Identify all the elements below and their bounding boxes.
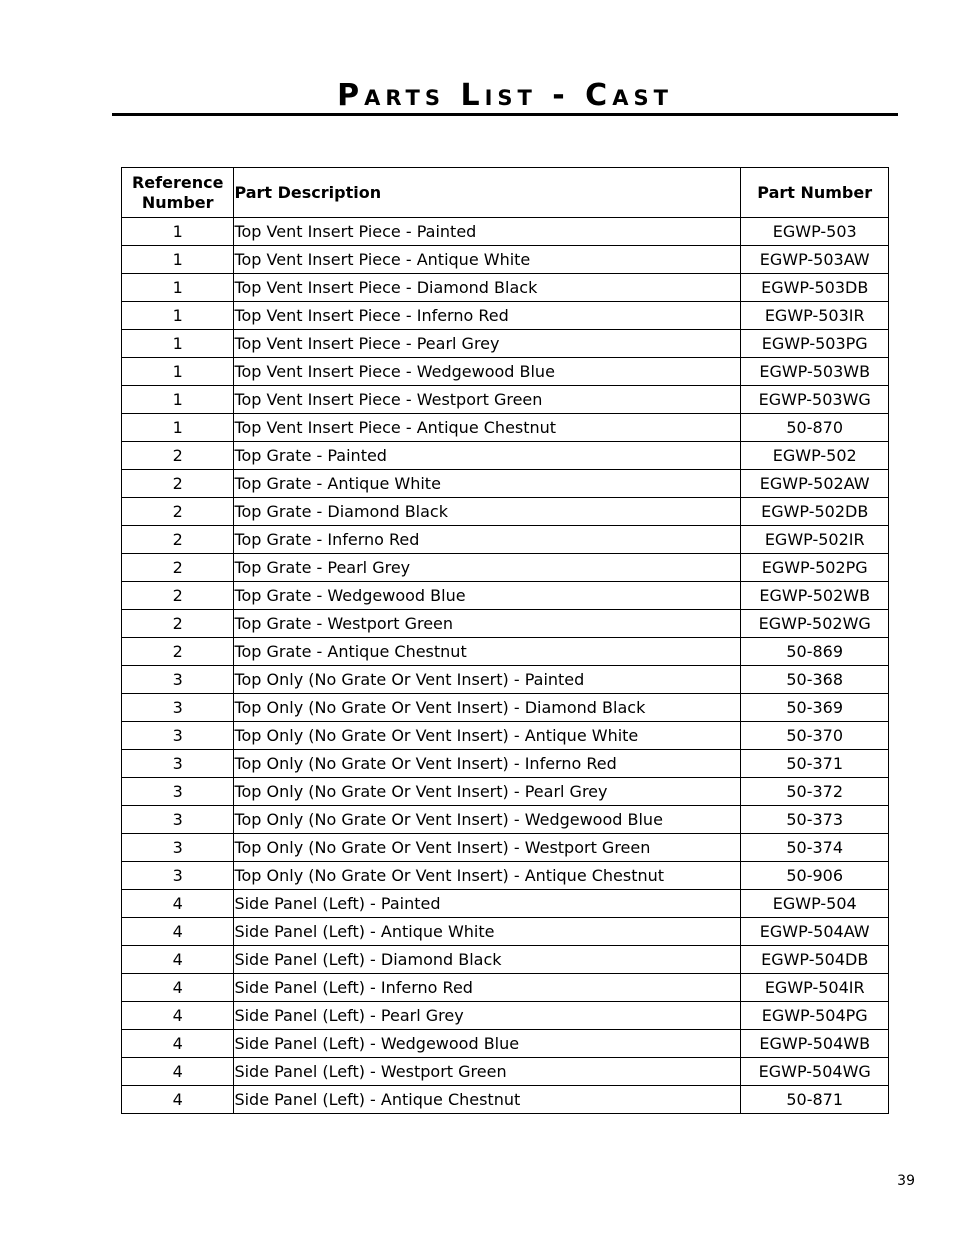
part-description-cell: Top Vent Insert Piece - Painted — [234, 218, 741, 246]
part-description-cell: Top Grate - Pearl Grey — [234, 554, 741, 582]
part-number-cell: EGWP-504DB — [741, 946, 889, 974]
part-description-cell: Top Grate - Inferno Red — [234, 526, 741, 554]
table-row — [122, 722, 889, 750]
table-row — [122, 890, 889, 918]
reference-number-cell: 2 — [122, 442, 234, 470]
part-number-cell: EGWP-504PG — [741, 1002, 889, 1030]
reference-number-cell: 2 — [122, 638, 234, 666]
table-row — [122, 330, 889, 358]
part-number-cell: 50-370 — [741, 722, 889, 750]
part-number-cell: EGWP-502 — [741, 442, 889, 470]
reference-number-cell: 1 — [122, 330, 234, 358]
parts-table — [121, 167, 889, 1114]
header-reference-number — [122, 168, 234, 218]
reference-number-cell: 2 — [122, 554, 234, 582]
reference-number-cell: 4 — [122, 890, 234, 918]
table-row — [122, 862, 889, 890]
part-description-cell: Top Vent Insert Piece - Diamond Black — [234, 274, 741, 302]
part-description-cell: Top Only (No Grate Or Vent Insert) - Inferno Red — [234, 750, 741, 778]
table-row — [122, 750, 889, 778]
part-description-cell: Top Vent Insert Piece - Pearl Grey — [234, 330, 741, 358]
reference-number-cell: 4 — [122, 1058, 234, 1086]
part-description-cell: Side Panel (Left) - Pearl Grey — [234, 1002, 741, 1030]
reference-number-cell: 3 — [122, 722, 234, 750]
reference-number-cell: 3 — [122, 666, 234, 694]
table-row — [122, 806, 889, 834]
table-row — [122, 442, 889, 470]
table-row — [122, 218, 889, 246]
part-number-cell: EGWP-503WB — [741, 358, 889, 386]
part-description-cell: Top Only (No Grate Or Vent Insert) - Diamond Black — [234, 694, 741, 722]
part-number-cell: EGWP-502WB — [741, 582, 889, 610]
part-number-cell: 50-372 — [741, 778, 889, 806]
table-row — [122, 246, 889, 274]
table-row — [122, 974, 889, 1002]
part-number-cell: EGWP-502DB — [741, 498, 889, 526]
part-description-cell: Side Panel (Left) - Painted — [234, 890, 741, 918]
part-number-cell: 50-369 — [741, 694, 889, 722]
part-number-cell: 50-869 — [741, 638, 889, 666]
header-part-description: Part Description — [234, 168, 741, 218]
table-row — [122, 358, 889, 386]
page-title: Parts List - Cast — [337, 78, 673, 113]
part-number-cell: EGWP-502IR — [741, 526, 889, 554]
table-row — [122, 778, 889, 806]
reference-number-cell: 3 — [122, 862, 234, 890]
reference-number-cell: 3 — [122, 778, 234, 806]
table-row — [122, 582, 889, 610]
table-row — [122, 1030, 889, 1058]
reference-number-cell: 1 — [122, 386, 234, 414]
part-number-cell: EGWP-504WB — [741, 1030, 889, 1058]
part-number-cell: EGWP-502AW — [741, 470, 889, 498]
part-description-cell: Top Grate - Westport Green — [234, 610, 741, 638]
reference-number-cell: 1 — [122, 274, 234, 302]
table-row — [122, 302, 889, 330]
table-row — [122, 918, 889, 946]
table-row — [122, 386, 889, 414]
reference-number-cell: 4 — [122, 1030, 234, 1058]
part-number-cell: EGWP-503IR — [741, 302, 889, 330]
part-description-cell: Side Panel (Left) - Westport Green — [234, 1058, 741, 1086]
header-part-number: Part Number — [741, 168, 889, 218]
table-row — [122, 1002, 889, 1030]
table-row — [122, 666, 889, 694]
part-description-cell: Top Vent Insert Piece - Inferno Red — [234, 302, 741, 330]
part-number-cell: 50-368 — [741, 666, 889, 694]
table-row — [122, 470, 889, 498]
part-number-cell: EGWP-502PG — [741, 554, 889, 582]
page-number: 39 — [897, 1173, 915, 1189]
part-number-cell: EGWP-504 — [741, 890, 889, 918]
part-number-cell: EGWP-502WG — [741, 610, 889, 638]
table-row — [122, 946, 889, 974]
part-number-cell: EGWP-503WG — [741, 386, 889, 414]
part-number-cell: 50-371 — [741, 750, 889, 778]
table-row — [122, 554, 889, 582]
reference-number-cell: 4 — [122, 1002, 234, 1030]
part-number-cell: 50-871 — [741, 1086, 889, 1114]
table-row — [122, 414, 889, 442]
table-row — [122, 498, 889, 526]
reference-number-cell: 4 — [122, 946, 234, 974]
table-row — [122, 526, 889, 554]
part-number-cell: EGWP-504IR — [741, 974, 889, 1002]
part-description-cell: Top Vent Insert Piece - Westport Green — [234, 386, 741, 414]
part-description-cell: Top Only (No Grate Or Vent Insert) - Antique Chestnut — [234, 862, 741, 890]
part-description-cell: Top Grate - Diamond Black — [234, 498, 741, 526]
parts-table-body — [122, 218, 889, 1114]
reference-number-cell: 2 — [122, 610, 234, 638]
reference-number-cell: 2 — [122, 582, 234, 610]
part-number-cell: EGWP-504AW — [741, 918, 889, 946]
part-number-cell: EGWP-503 — [741, 218, 889, 246]
reference-number-cell: 1 — [122, 414, 234, 442]
table-row — [122, 834, 889, 862]
part-description-cell: Top Grate - Wedgewood Blue — [234, 582, 741, 610]
reference-number-cell: 3 — [122, 694, 234, 722]
reference-number-cell: 4 — [122, 1086, 234, 1114]
table-row — [122, 638, 889, 666]
reference-number-cell: 3 — [122, 806, 234, 834]
part-description-cell: Top Grate - Painted — [234, 442, 741, 470]
part-description-cell: Top Vent Insert Piece - Wedgewood Blue — [234, 358, 741, 386]
title-rule — [112, 113, 898, 116]
reference-number-cell: 1 — [122, 358, 234, 386]
part-description-cell: Top Only (No Grate Or Vent Insert) - Westport Green — [234, 834, 741, 862]
table-row — [122, 694, 889, 722]
part-number-cell: EGWP-503DB — [741, 274, 889, 302]
part-number-cell: 50-870 — [741, 414, 889, 442]
reference-number-cell: 1 — [122, 302, 234, 330]
part-number-cell: 50-906 — [741, 862, 889, 890]
part-number-cell: EGWP-504WG — [741, 1058, 889, 1086]
table-row — [122, 1058, 889, 1086]
table-row — [122, 1086, 889, 1114]
part-description-cell: Top Vent Insert Piece - Antique Chestnut — [234, 414, 741, 442]
part-description-cell: Side Panel (Left) - Inferno Red — [234, 974, 741, 1002]
part-number-cell: EGWP-503PG — [741, 330, 889, 358]
reference-number-cell: 4 — [122, 918, 234, 946]
table-header-row — [122, 168, 889, 218]
header-reference-line1: Reference — [131, 172, 224, 192]
reference-number-cell: 2 — [122, 498, 234, 526]
part-description-cell: Top Only (No Grate Or Vent Insert) - Painted — [234, 666, 741, 694]
reference-number-cell: 2 — [122, 470, 234, 498]
reference-number-cell: 3 — [122, 750, 234, 778]
table-row — [122, 610, 889, 638]
part-description-cell: Top Only (No Grate Or Vent Insert) - Wedgewood Blue — [234, 806, 741, 834]
part-number-cell: EGWP-503AW — [741, 246, 889, 274]
part-description-cell: Top Grate - Antique White — [234, 470, 741, 498]
part-description-cell: Side Panel (Left) - Diamond Black — [234, 946, 741, 974]
header-reference-line2: Number — [141, 192, 214, 212]
part-description-cell: Top Grate - Antique Chestnut — [234, 638, 741, 666]
reference-number-cell: 3 — [122, 834, 234, 862]
part-description-cell: Top Vent Insert Piece - Antique White — [234, 246, 741, 274]
part-number-cell: 50-374 — [741, 834, 889, 862]
part-description-cell: Side Panel (Left) - Wedgewood Blue — [234, 1030, 741, 1058]
table-row — [122, 274, 889, 302]
reference-number-cell: 2 — [122, 526, 234, 554]
part-description-cell: Top Only (No Grate Or Vent Insert) - Antique White — [234, 722, 741, 750]
reference-number-cell: 1 — [122, 218, 234, 246]
part-description-cell: Top Only (No Grate Or Vent Insert) - Pearl Grey — [234, 778, 741, 806]
part-description-cell: Side Panel (Left) - Antique White — [234, 918, 741, 946]
reference-number-cell: 4 — [122, 974, 234, 1002]
part-number-cell: 50-373 — [741, 806, 889, 834]
reference-number-cell: 1 — [122, 246, 234, 274]
part-description-cell: Side Panel (Left) - Antique Chestnut — [234, 1086, 741, 1114]
